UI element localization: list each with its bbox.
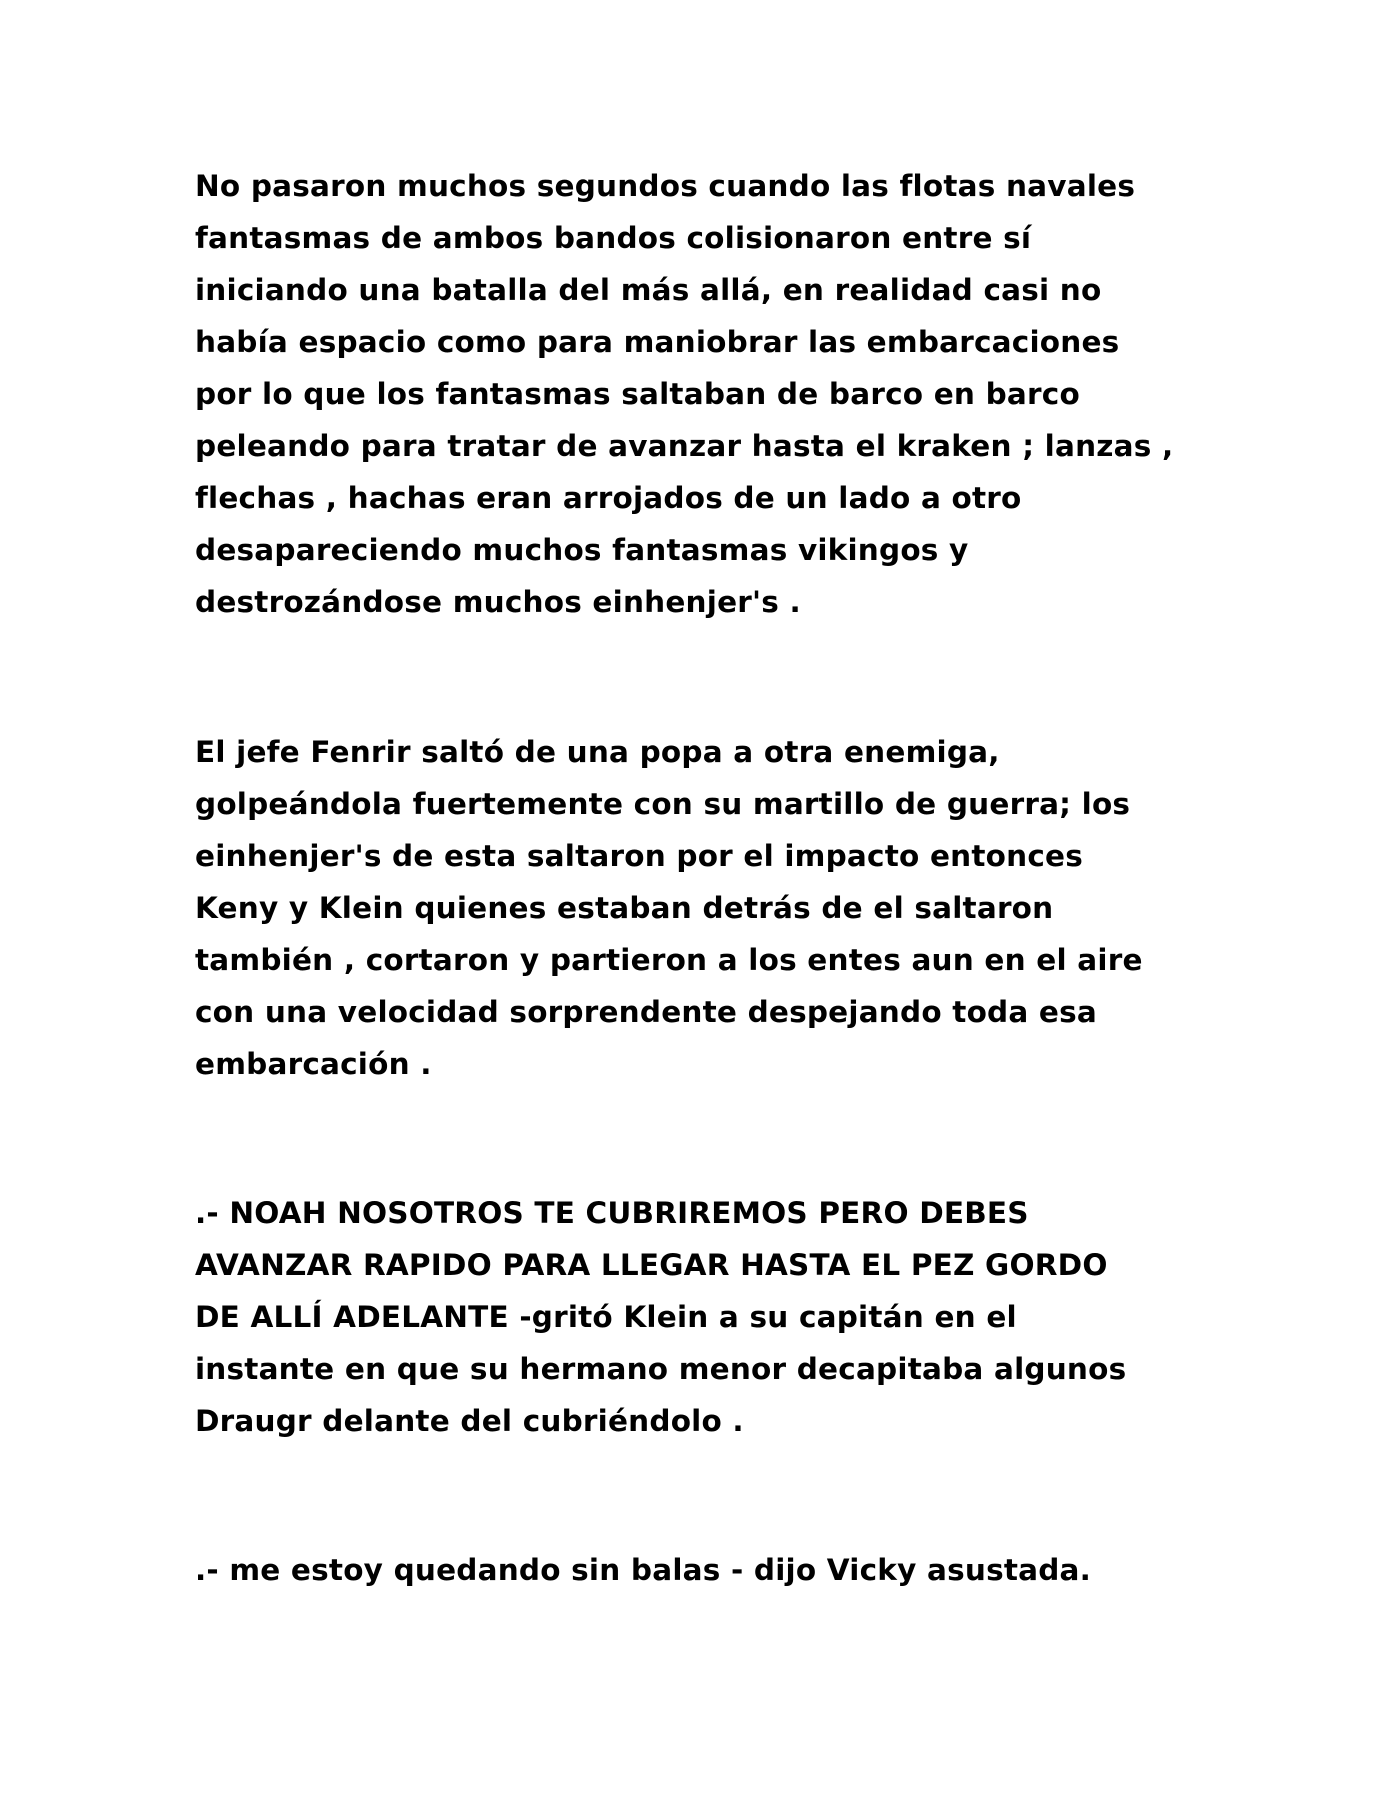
- text-line: fantasmas de ambos bandos colisionaron entre sí: [195, 221, 1032, 255]
- text-line: Draugr delante del cubriéndolo .: [195, 1404, 744, 1438]
- text-line: flechas , hachas eran arrojados de un lado a otro: [195, 481, 1022, 515]
- text-line: einhenjer's de esta saltaron por el impacto entonces: [195, 839, 1083, 873]
- text-line: No pasaron muchos segundos cuando las flotas navales: [195, 169, 1136, 203]
- text-line: .- NOAH NOSOTROS TE CUBRIREMOS PERO DEBES: [195, 1196, 1029, 1230]
- paragraph-4: [195, 1544, 1235, 1596]
- text-line: embarcación .: [195, 1047, 432, 1081]
- text-line: con una velocidad sorprendente despejando toda esa: [195, 995, 1098, 1029]
- text-line: también , cortaron y partieron a los entes aun en el aire: [195, 943, 1143, 977]
- text-line: iniciando una batalla del más allá, en realidad casi no: [195, 273, 1102, 307]
- text-line: había espacio como para maniobrar las embarcaciones: [195, 325, 1120, 359]
- text-line: por lo que los fantasmas saltaban de barco en barco: [195, 377, 1080, 411]
- text-line: instante en que su hermano menor decapitaba algunos: [195, 1352, 1127, 1386]
- text-line: desapareciendo muchos fantasmas vikingos y: [195, 533, 969, 567]
- text-line: Keny y Klein quienes estaban detrás de el saltaron: [195, 891, 1054, 925]
- text-line: El jefe Fenrir saltó de una popa a otra enemiga,: [195, 735, 1000, 769]
- paragraph-3: [195, 1187, 1235, 1447]
- paragraph-1: [195, 160, 1235, 628]
- paragraph-2: [195, 726, 1235, 1090]
- text-line: AVANZAR RAPIDO PARA LLEGAR HASTA EL PEZ GORDO: [195, 1248, 1108, 1282]
- text-line: destrozándose muchos einhenjer's .: [195, 585, 801, 619]
- text-line: DE ALLÍ ADELANTE -gritó Klein a su capitán en el: [195, 1300, 1017, 1334]
- text-line: .- me estoy quedando sin balas - dijo Vicky asustada.: [195, 1553, 1092, 1587]
- text-line: golpeándola fuertemente con su martillo de guerra; los: [195, 787, 1131, 821]
- text-line: peleando para tratar de avanzar hasta el kraken ; lanzas ,: [195, 429, 1174, 463]
